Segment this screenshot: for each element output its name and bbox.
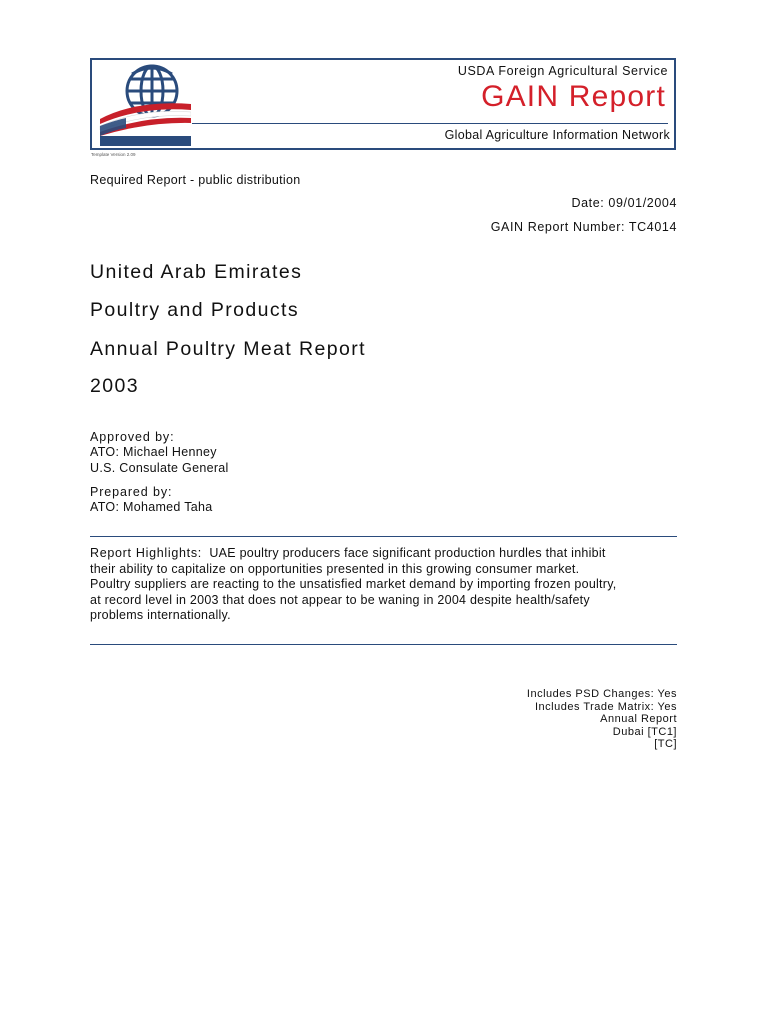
report-type: Annual Report bbox=[600, 713, 677, 726]
highlights-line: their ability to capitalize on opportunities presented in this growing consumer market. bbox=[90, 561, 580, 576]
header-divider bbox=[192, 123, 668, 124]
preparer-name: ATO: Mohamed Taha bbox=[90, 500, 213, 514]
highlights-label: Report Highlights: bbox=[90, 546, 202, 560]
approver-office: U.S. Consulate General bbox=[90, 461, 229, 475]
country-title: United Arab Emirates bbox=[90, 261, 303, 283]
template-version: Template Version 2.09 bbox=[91, 152, 136, 157]
usda-globe-logo-icon bbox=[96, 64, 191, 146]
region-code: [TC] bbox=[654, 738, 677, 751]
highlights-top-rule bbox=[90, 536, 677, 537]
highlights-line: at record level in 2003 that does not appear to be waning in 2004 despite health/safety bbox=[90, 592, 590, 607]
highlights-bottom-rule bbox=[90, 644, 677, 645]
report-metadata bbox=[527, 688, 677, 751]
approved-by-label: Approved by: bbox=[90, 430, 175, 444]
prepared-by-label: Prepared by: bbox=[90, 485, 173, 499]
approver-name: ATO: Michael Henney bbox=[90, 445, 217, 459]
highlights-text: UAE poultry producers face significant production hurdles that inhibit bbox=[209, 546, 606, 560]
gain-report-title: GAIN Report bbox=[481, 80, 666, 113]
agency-name: USDA Foreign Agricultural Service bbox=[457, 64, 668, 78]
highlights-line: problems internationally. bbox=[90, 608, 231, 623]
highlights-line: Poultry suppliers are reacting to the unsatisfied market demand by importing frozen poultry, bbox=[90, 577, 617, 592]
highlights-line bbox=[90, 546, 680, 562]
report-header bbox=[90, 58, 676, 150]
trade-matrix: Includes Trade Matrix: Yes bbox=[534, 700, 677, 713]
post-code: Dubai [TC1] bbox=[612, 725, 677, 738]
psd-changes: Includes PSD Changes: Yes bbox=[526, 688, 677, 700]
commodity-title: Poultry and Products bbox=[90, 299, 300, 321]
report-name-title: Annual Poultry Meat Report bbox=[90, 338, 366, 360]
report-date: Date: 09/01/2004 bbox=[571, 196, 677, 210]
network-name: Global Agriculture Information Network bbox=[444, 128, 670, 142]
report-highlights bbox=[90, 546, 680, 624]
distribution-note: Required Report - public distribution bbox=[90, 173, 301, 187]
report-year: 2003 bbox=[90, 375, 139, 397]
report-number: GAIN Report Number: TC4014 bbox=[490, 220, 677, 234]
